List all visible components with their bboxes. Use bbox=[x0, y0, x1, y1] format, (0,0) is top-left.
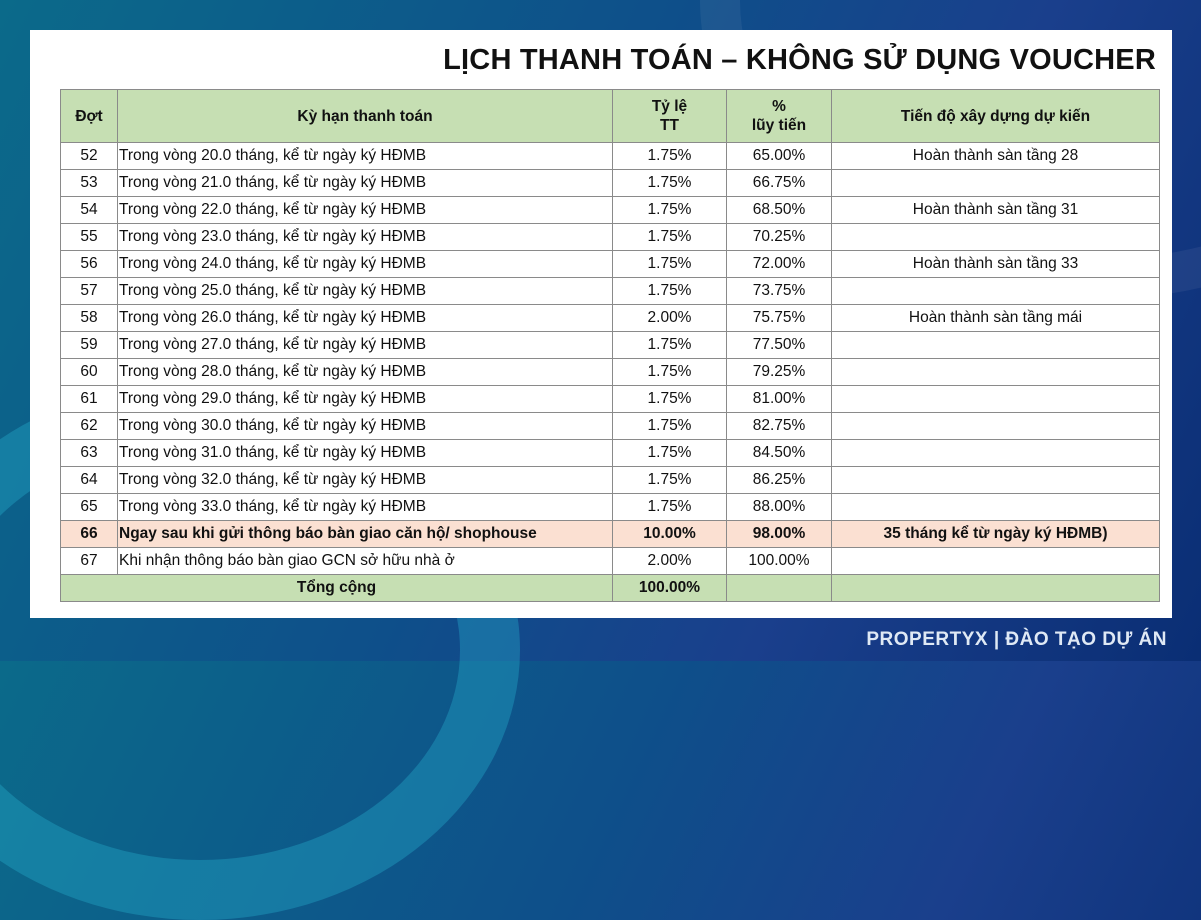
header-rate-line1: Tỷ lệ bbox=[651, 98, 688, 115]
cell-dot: 53 bbox=[61, 170, 118, 197]
cell-progress bbox=[832, 386, 1160, 413]
cell-dot: 60 bbox=[61, 359, 118, 386]
cell-term: Trong vòng 28.0 tháng, kể từ ngày ký HĐMB bbox=[118, 359, 613, 386]
total-cumulative bbox=[727, 575, 832, 602]
table-row bbox=[61, 359, 1160, 386]
cell-dot: 55 bbox=[61, 224, 118, 251]
cell-cumulative: 84.50% bbox=[727, 440, 832, 467]
table-body bbox=[61, 143, 1160, 575]
cell-dot: 57 bbox=[61, 278, 118, 305]
brand-footer: PROPERTYX | ĐÀO TẠO DỰ ÁN bbox=[866, 629, 1167, 650]
table-row bbox=[61, 170, 1160, 197]
cell-dot: 66 bbox=[61, 521, 118, 548]
cell-cumulative: 100.00% bbox=[727, 548, 832, 575]
cell-rate: 1.75% bbox=[613, 359, 727, 386]
total-row bbox=[61, 575, 1160, 602]
cell-dot: 63 bbox=[61, 440, 118, 467]
cell-rate: 1.75% bbox=[613, 494, 727, 521]
cell-rate: 1.75% bbox=[613, 251, 727, 278]
table-row bbox=[61, 548, 1160, 575]
table-row bbox=[61, 143, 1160, 170]
cell-dot: 56 bbox=[61, 251, 118, 278]
cell-term: Trong vòng 22.0 tháng, kể từ ngày ký HĐMB bbox=[118, 197, 613, 224]
cell-rate: 2.00% bbox=[613, 548, 727, 575]
header-rate-line2: TT bbox=[660, 117, 679, 134]
cell-cumulative: 79.25% bbox=[727, 359, 832, 386]
cell-term: Trong vòng 23.0 tháng, kể từ ngày ký HĐMB bbox=[118, 224, 613, 251]
schedule-card bbox=[30, 30, 1172, 618]
table-row bbox=[61, 332, 1160, 359]
cell-dot: 67 bbox=[61, 548, 118, 575]
cell-rate: 1.75% bbox=[613, 278, 727, 305]
cell-rate: 10.00% bbox=[613, 521, 727, 548]
cell-progress bbox=[832, 278, 1160, 305]
cell-progress bbox=[832, 440, 1160, 467]
table-row bbox=[61, 521, 1160, 548]
cell-cumulative: 77.50% bbox=[727, 332, 832, 359]
cell-cumulative: 88.00% bbox=[727, 494, 832, 521]
cell-term: Trong vòng 21.0 tháng, kể từ ngày ký HĐMB bbox=[118, 170, 613, 197]
header-dot: Đợt bbox=[61, 90, 118, 143]
cell-term: Trong vòng 31.0 tháng, kể từ ngày ký HĐMB bbox=[118, 440, 613, 467]
table-row bbox=[61, 278, 1160, 305]
cell-term: Trong vòng 29.0 tháng, kể từ ngày ký HĐMB bbox=[118, 386, 613, 413]
total-label: Tổng cộng bbox=[61, 575, 613, 602]
cell-progress bbox=[832, 467, 1160, 494]
cell-term: Trong vòng 33.0 tháng, kể từ ngày ký HĐMB bbox=[118, 494, 613, 521]
cell-cumulative: 66.75% bbox=[727, 170, 832, 197]
cell-rate: 1.75% bbox=[613, 467, 727, 494]
cell-rate: 1.75% bbox=[613, 170, 727, 197]
cell-term: Trong vòng 27.0 tháng, kể từ ngày ký HĐMB bbox=[118, 332, 613, 359]
cell-progress: 35 tháng kể từ ngày ký HĐMB) bbox=[832, 521, 1160, 548]
cell-rate: 1.75% bbox=[613, 332, 727, 359]
cell-cumulative: 70.25% bbox=[727, 224, 832, 251]
cell-rate: 1.75% bbox=[613, 440, 727, 467]
table-row bbox=[61, 494, 1160, 521]
header-rate bbox=[613, 90, 727, 143]
cell-cumulative: 65.00% bbox=[727, 143, 832, 170]
cell-progress bbox=[832, 413, 1160, 440]
table-row bbox=[61, 251, 1160, 278]
cell-progress bbox=[832, 359, 1160, 386]
cell-cumulative: 68.50% bbox=[727, 197, 832, 224]
table-row bbox=[61, 386, 1160, 413]
cell-dot: 61 bbox=[61, 386, 118, 413]
cell-cumulative: 75.75% bbox=[727, 305, 832, 332]
table-row bbox=[61, 224, 1160, 251]
cell-rate: 1.75% bbox=[613, 143, 727, 170]
cell-rate: 1.75% bbox=[613, 224, 727, 251]
cell-progress bbox=[832, 494, 1160, 521]
cell-progress: Hoàn thành sàn tầng mái bbox=[832, 305, 1160, 332]
header-term: Kỳ hạn thanh toán bbox=[118, 90, 613, 143]
page-title: LỊCH THANH TOÁN – KHÔNG SỬ DỤNG VOUCHER bbox=[443, 44, 1156, 76]
cell-term: Khi nhận thông báo bàn giao GCN sở hữu nhà ở bbox=[118, 548, 613, 575]
table-row bbox=[61, 305, 1160, 332]
cell-cumulative: 86.25% bbox=[727, 467, 832, 494]
cell-progress: Hoàn thành sàn tầng 33 bbox=[832, 251, 1160, 278]
cell-dot: 58 bbox=[61, 305, 118, 332]
cell-progress bbox=[832, 170, 1160, 197]
cell-dot: 54 bbox=[61, 197, 118, 224]
cell-rate: 2.00% bbox=[613, 305, 727, 332]
cell-dot: 59 bbox=[61, 332, 118, 359]
cell-cumulative: 72.00% bbox=[727, 251, 832, 278]
cell-rate: 1.75% bbox=[613, 386, 727, 413]
header-cumulative-line1: % bbox=[772, 98, 786, 115]
table-row bbox=[61, 197, 1160, 224]
table-header-row bbox=[61, 90, 1160, 143]
header-progress: Tiến độ xây dựng dự kiến bbox=[832, 90, 1160, 143]
cell-rate: 1.75% bbox=[613, 413, 727, 440]
cell-term: Trong vòng 20.0 tháng, kể từ ngày ký HĐMB bbox=[118, 143, 613, 170]
table-row bbox=[61, 467, 1160, 494]
cell-progress bbox=[832, 332, 1160, 359]
cell-term: Trong vòng 32.0 tháng, kể từ ngày ký HĐMB bbox=[118, 467, 613, 494]
cell-dot: 52 bbox=[61, 143, 118, 170]
cell-rate: 1.75% bbox=[613, 197, 727, 224]
payment-schedule-table bbox=[60, 89, 1160, 602]
cell-term: Trong vòng 30.0 tháng, kể từ ngày ký HĐMB bbox=[118, 413, 613, 440]
cell-progress bbox=[832, 548, 1160, 575]
table-row bbox=[61, 413, 1160, 440]
cell-progress: Hoàn thành sàn tầng 28 bbox=[832, 143, 1160, 170]
header-cumulative-line2: lũy tiến bbox=[751, 117, 807, 134]
total-rate: 100.00% bbox=[613, 575, 727, 602]
cell-term: Trong vòng 26.0 tháng, kể từ ngày ký HĐMB bbox=[118, 305, 613, 332]
cell-progress: Hoàn thành sàn tầng 31 bbox=[832, 197, 1160, 224]
total-progress bbox=[832, 575, 1160, 602]
cell-cumulative: 73.75% bbox=[727, 278, 832, 305]
cell-term: Trong vòng 25.0 tháng, kể từ ngày ký HĐMB bbox=[118, 278, 613, 305]
cell-dot: 64 bbox=[61, 467, 118, 494]
cell-term: Trong vòng 24.0 tháng, kể từ ngày ký HĐMB bbox=[118, 251, 613, 278]
cell-cumulative: 82.75% bbox=[727, 413, 832, 440]
cell-progress bbox=[832, 224, 1160, 251]
table-row bbox=[61, 440, 1160, 467]
cell-term: Ngay sau khi gửi thông báo bàn giao căn hộ/ shophouse bbox=[118, 521, 613, 548]
cell-dot: 65 bbox=[61, 494, 118, 521]
cell-cumulative: 81.00% bbox=[727, 386, 832, 413]
cell-dot: 62 bbox=[61, 413, 118, 440]
cell-cumulative: 98.00% bbox=[727, 521, 832, 548]
header-cumulative bbox=[727, 90, 832, 143]
